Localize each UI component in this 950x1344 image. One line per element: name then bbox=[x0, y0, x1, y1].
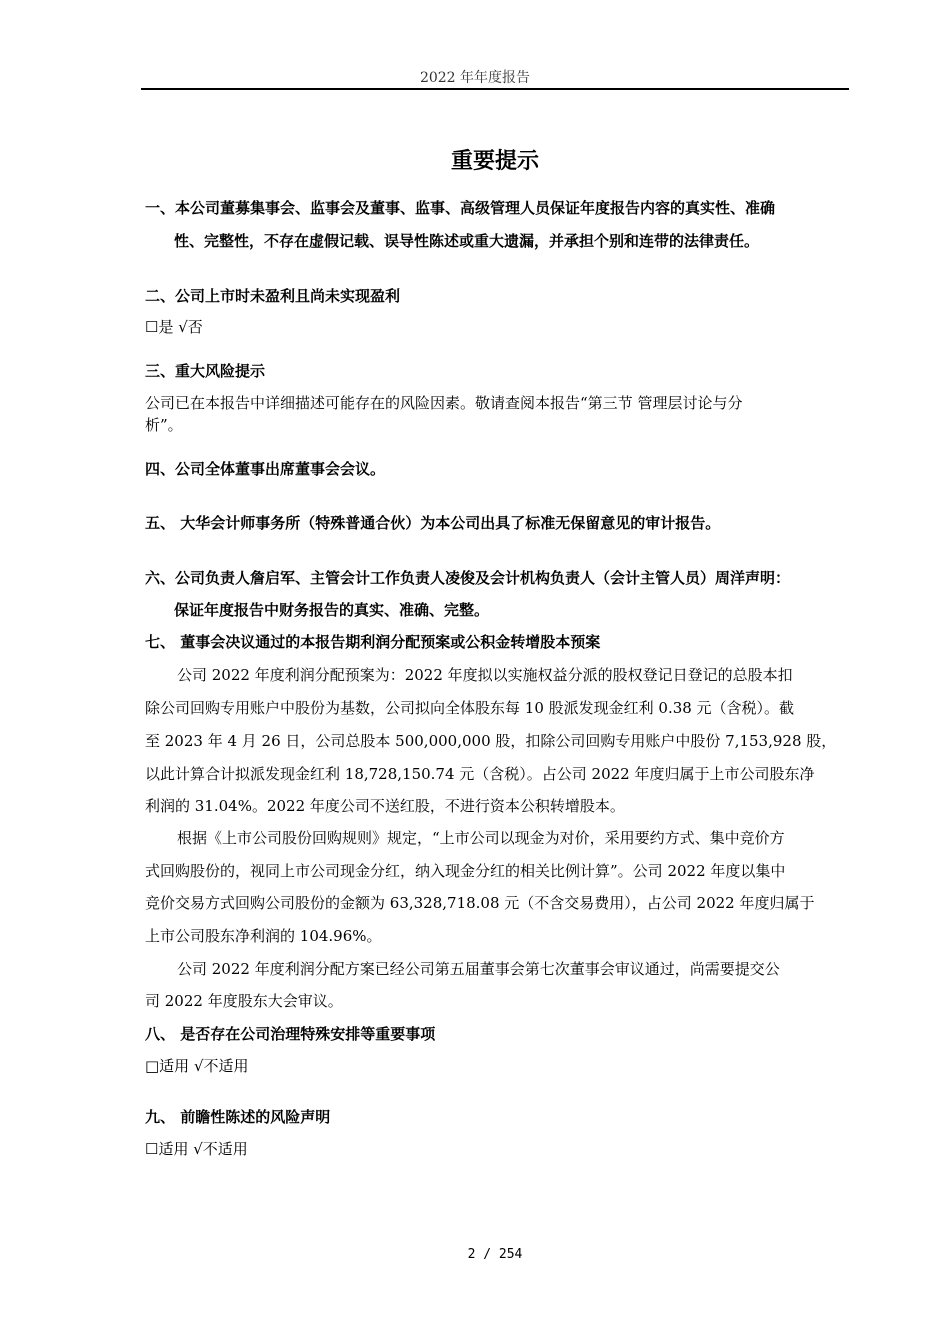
section-7-line: 以此计算合计拟派发现金红利 18,728,150.74 元（含税）。占公司 2022 年度归属于上市公司股东净 bbox=[145, 765, 815, 783]
section-7-line: 公司 2022 年度利润分配预案为：2022 年度拟以实施权益分派的股权登记日登记的总股本扣 bbox=[177, 666, 793, 684]
section-7-line: 公司 2022 年度利润分配方案已经公司第五届董事会第七次董事会审议通过，尚需要提交公 bbox=[177, 960, 780, 978]
section-7-line: 除公司回购专用账户中股份为基数，公司拟向全体股东每 10 股派发现金红利 0.38 元（含税）。截 bbox=[145, 699, 795, 717]
section-1-line-1: 一、本公司董募集事会、监事会及董事、监事、高级管理人员保证年度报告内容的真实性、准确 bbox=[145, 199, 776, 217]
page-title: 重要提示 bbox=[450, 149, 539, 174]
section-2-options: ☐是 √否 bbox=[145, 318, 203, 336]
section-7-line: 上市公司股东净利润的 104.96%。 bbox=[145, 927, 382, 945]
section-6-line-2: 保证年度报告中财务报告的真实、准确、完整。 bbox=[174, 601, 490, 619]
section-1-line-2: 性、完整性，不存在虚假记载、误导性陈述或重大遗漏，并承担个别和连带的法律责任。 bbox=[174, 232, 760, 250]
section-3-heading: 三、重大风险提示 bbox=[145, 362, 266, 380]
section-7-line: 竞价交易方式回购公司股份的金额为 63,328,718.08 元（不含交易费用），占公司 2022 年度归属于 bbox=[145, 894, 815, 912]
section-7-line: 利润的 31.04%。2022 年度公司不送红股，不进行资本公积转增股本。 bbox=[145, 797, 625, 815]
section-8-options: □适用 √不适用 bbox=[145, 1057, 249, 1075]
section-9-options: ☐适用 √不适用 bbox=[145, 1140, 248, 1158]
section-7-line: 根据《上市公司股份回购规则》规定，“上市公司以现金为对价，采用要约方式、集中竞价方 bbox=[177, 829, 785, 847]
section-7-line: 式回购股份的，视同上市公司现金分红，纳入现金分红的相关比例计算”。公司 2022 年度以集中 bbox=[145, 862, 786, 880]
section-6-line-1: 六、公司负责人詹启军、主管会计工作负责人凌俊及会计机构负责人（会计主管人员）周洋声明： bbox=[145, 569, 791, 587]
section-7-heading: 七、 董事会决议通过的本报告期利润分配预案或公积金转增股本预案 bbox=[145, 633, 601, 651]
section-9-heading: 九、 前瞻性陈述的风险声明 bbox=[145, 1108, 331, 1126]
section-8-heading: 八、 是否存在公司治理特殊安排等重要事项 bbox=[145, 1025, 436, 1043]
page-number: 2 / 254 bbox=[467, 1247, 523, 1262]
section-4-heading: 四、公司全体董事出席董事会会议。 bbox=[145, 460, 386, 478]
section-7-line: 至 2023 年 4 月 26 日，公司总股本 500,000,000 股，扣除公司回购专用账户中股份 7,153,928 股， bbox=[145, 732, 837, 750]
section-3-line-2: 析”。 bbox=[145, 416, 183, 434]
header-rule bbox=[141, 88, 849, 90]
section-5-heading: 五、 大华会计师事务所（特殊普通合伙）为本公司出具了标准无保留意见的审计报告。 bbox=[145, 514, 721, 532]
section-3-line-1: 公司已在本报告中详细描述可能存在的风险因素。敬请查阅本报告“第三节 管理层讨论与分 bbox=[145, 394, 743, 412]
section-2-heading: 二、公司上市时未盈利且尚未实现盈利 bbox=[145, 287, 401, 305]
section-7-line: 司 2022 年度股东大会审议。 bbox=[145, 992, 343, 1010]
running-header: 2022 年年度报告 bbox=[419, 70, 531, 86]
